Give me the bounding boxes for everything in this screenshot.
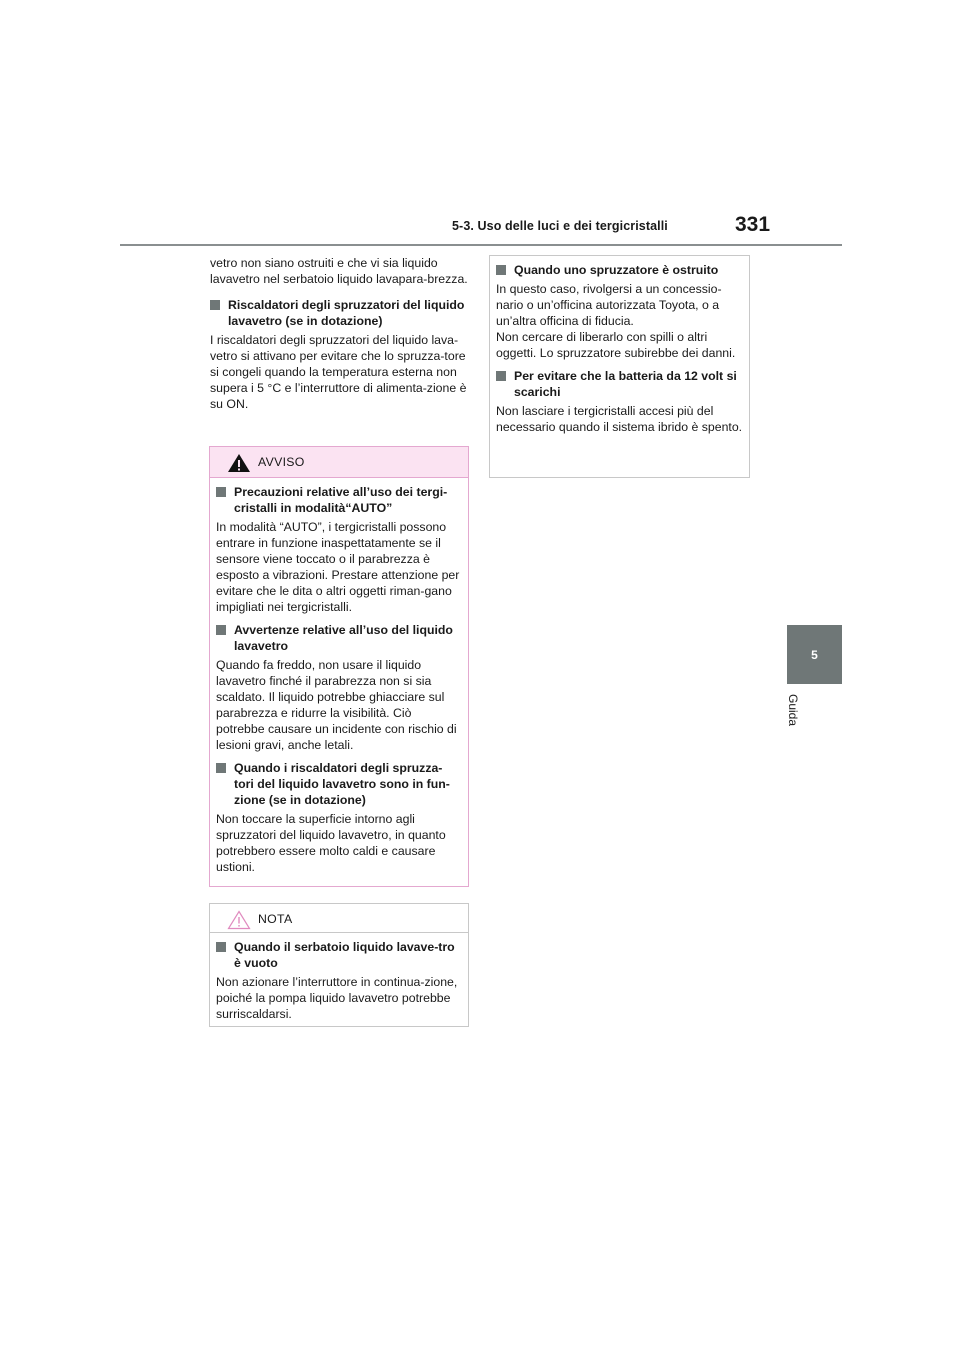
warning-item-text: Quando fa freddo, non usare il liquido lavavetro finché il parabrezza non si sia scaldato. Il liquido potrebbe ghiacciare sul parabrezza e ridurre la visibilità. Ciò potrebbe causare un incidente con rischio di lesioni gravi, anche letali. — [216, 658, 457, 752]
warning-item-heading-text: Quando i riscaldatori degli spruzza-tori del liquido lavavetro sono in fun-zione (se in dotazione) — [234, 761, 450, 807]
info-item-text: In questo caso, rivolgersi a un concessio-nario o un’officina autorizzata Toyota, o a un’altra officina di fiducia. Non cercare di liberarlo con spilli o altri oggetti. Lo spruzzatore subirebbe dei danni. — [496, 282, 736, 360]
warning-item-heading — [216, 760, 462, 808]
note-item-heading — [216, 939, 462, 971]
warning-box-body — [210, 484, 468, 875]
note-item-text: Non azionare l’interruttore in continua-zione, poiché la pompa liquido lavavetro potrebbe surriscaldarsi. — [216, 975, 458, 1021]
bullet-square-icon — [210, 300, 220, 310]
chapter-tab[interactable] — [787, 625, 842, 684]
bullet-square-icon — [216, 487, 226, 497]
heater-heading-text: Riscaldatori degli spruzzatori del liquido lavavetro (se in dotazione) — [228, 298, 465, 328]
warning-box-header — [210, 447, 468, 478]
note-title: NOTA — [258, 912, 293, 926]
info-box — [489, 255, 750, 478]
bullet-square-icon — [216, 763, 226, 773]
info-item-heading-text: Quando uno spruzzatore è ostruito — [514, 263, 719, 277]
header-divider — [120, 244, 842, 246]
info-item-heading-text: Per evitare che la batteria da 12 volt si scarichi — [514, 369, 737, 399]
bullet-square-icon — [496, 371, 506, 381]
warning-item-heading-text: Precauzioni relative all’uso dei tergi-cristalli in modalità“AUTO” — [234, 485, 448, 515]
chapter-label: Guida — [786, 694, 800, 727]
note-box — [209, 903, 469, 1027]
bullet-square-icon — [216, 625, 226, 635]
warning-triangle-icon — [227, 453, 251, 473]
heater-paragraph: I riscaldatori degli spruzzatori del liquido lava-vetro si attivano per evitare che lo spruzza-tore si congeli quando la temperatura esterna non supera i 5 °C e l’interruttore di alimenta-zione è su ON. — [210, 333, 467, 411]
page-number: 331 — [735, 213, 771, 236]
bullet-square-icon — [216, 942, 226, 952]
bullet-square-icon — [496, 265, 506, 275]
warning-item-heading — [216, 622, 462, 654]
left-column — [210, 255, 468, 412]
note-box-body — [210, 939, 468, 1022]
warning-item-heading — [216, 484, 462, 516]
warning-item-text: In modalità “AUTO”, i tergicristalli possono entrare in funzione inaspettatamente se il sensore viene toccato o il parabrezza è esposto a vibrazioni. Prestare attenzione per evitare che le dita o altri oggetti riman-gano impigliati nei tergicristalli. — [216, 520, 460, 614]
info-item-heading — [496, 368, 743, 400]
note-box-header — [210, 904, 468, 933]
info-item-heading — [496, 262, 743, 278]
note-item-heading-text: Quando il serbatoio liquido lavave-tro è vuoto — [234, 940, 455, 970]
info-item-text: Non lasciare i tergicristalli accesi più del necessario quando il sistema ibrido è spento. — [496, 404, 743, 434]
section-title: 5-3. Uso delle luci e dei tergicristalli — [452, 219, 668, 233]
info-box-body — [490, 262, 749, 435]
heater-heading — [210, 297, 468, 329]
warning-item-text: Non toccare la superficie intorno agli spruzzatori del liquido lavavetro, in quanto potrebbero essere molto caldi e causare ustioni. — [216, 812, 446, 874]
warning-item-heading-text: Avvertenze relative all’uso del liquido lavavetro — [234, 623, 453, 653]
warning-title: AVVISO — [258, 455, 305, 469]
caution-outline-triangle-icon — [227, 910, 251, 930]
warning-box — [209, 446, 469, 887]
intro-paragraph: vetro non siano ostruiti e che vi sia liquido lavavetro nel serbatoio liquido lavapara-brezza. — [210, 256, 468, 286]
chapter-number: 5 — [811, 647, 818, 662]
